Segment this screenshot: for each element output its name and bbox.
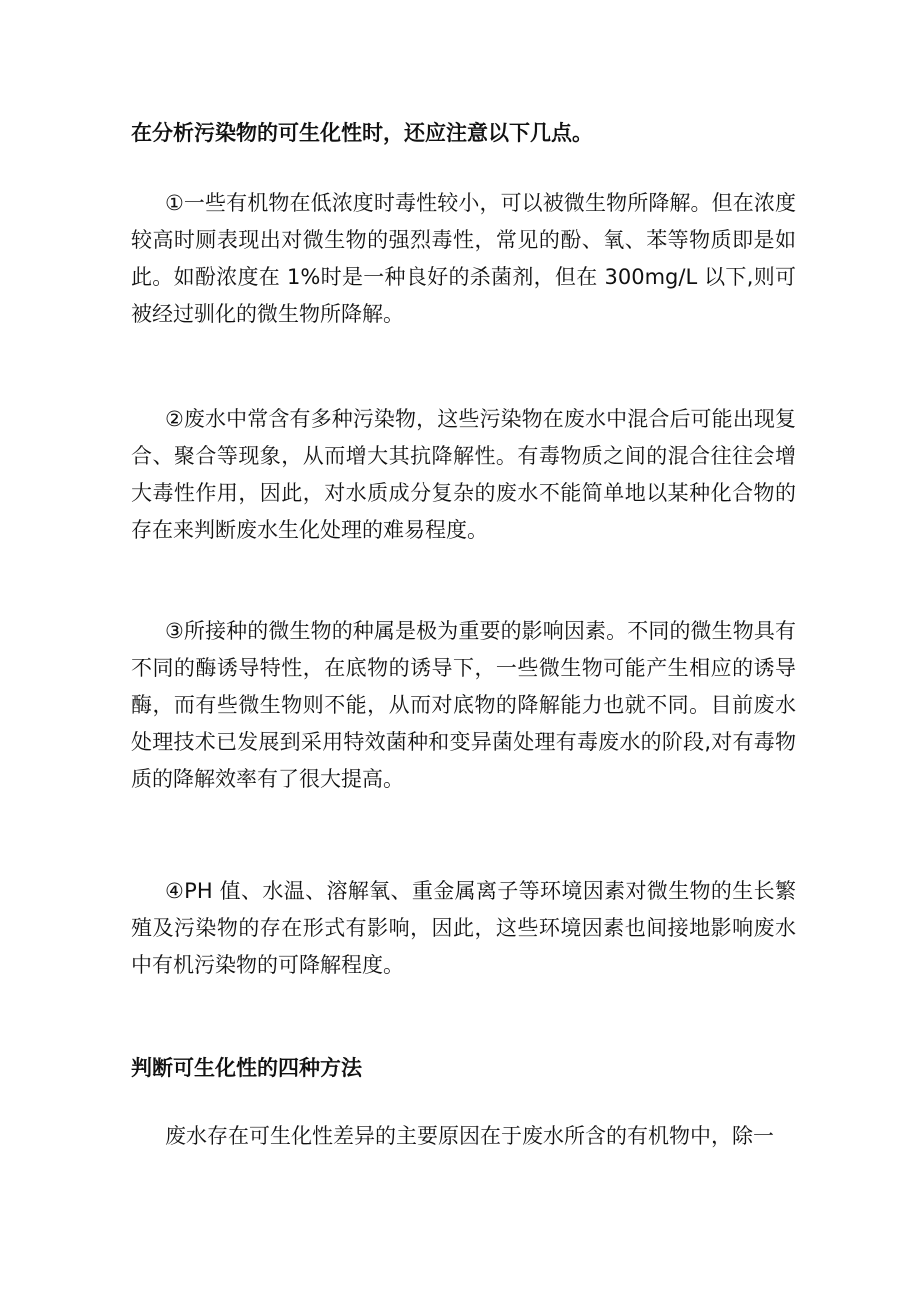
section-heading: 判断可生化性的四种方法 bbox=[131, 1056, 362, 1080]
point-2-paragraph: ②废水中常含有多种污染物，这些污染物在废水中混合后可能出现复合、聚合等现象，从而增大其抗降解性。有毒物质之间的混合往往会增大毒性作用，因此，对水质成分复杂的废水不能简单地以某种化合物的存在来判断废水生化处理的难易程度。 bbox=[131, 407, 796, 542]
point-4-paragraph: ④PH 值、水温、溶解氧、重金属离子等环境因素对微生物的生长繁殖及污染物的存在形式有影响，因此，这些环境因素也间接地影响废水中有机污染物的可降解程度。 bbox=[131, 879, 796, 977]
intro-heading: 在分析污染物的可生化性时，还应注意以下几点。 bbox=[131, 121, 593, 145]
point-1-paragraph: ①一些有机物在低浓度时毒性较小，可以被微生物所降解。但在浓度较高时厕表现出对微生物的强烈毒性，常见的酚、氧、苯等物质即是如此。如酚浓度在 1%时是一种良好的杀菌剂，但在 300mg/L 以下,则可被经过驯化的微生物所降解。 bbox=[131, 191, 796, 326]
point-3-paragraph: ③所接种的微生物的种属是极为重要的影响因素。不同的微生物具有不同的酶诱导特性，在底物的诱导下，一些微生物可能产生相应的诱导酶，而有些微生物则不能，从而对底物的降解能力也就不同。目前废水处理技术已发展到采用特效菌种和变异菌处理有毒废水的阶段,对有毒物质的降解效率有了很大提高。 bbox=[131, 619, 796, 791]
section-intro-paragraph: 废水存在可生化性差异的主要原因在于废水所含的有机物中，除一 bbox=[165, 1124, 774, 1148]
